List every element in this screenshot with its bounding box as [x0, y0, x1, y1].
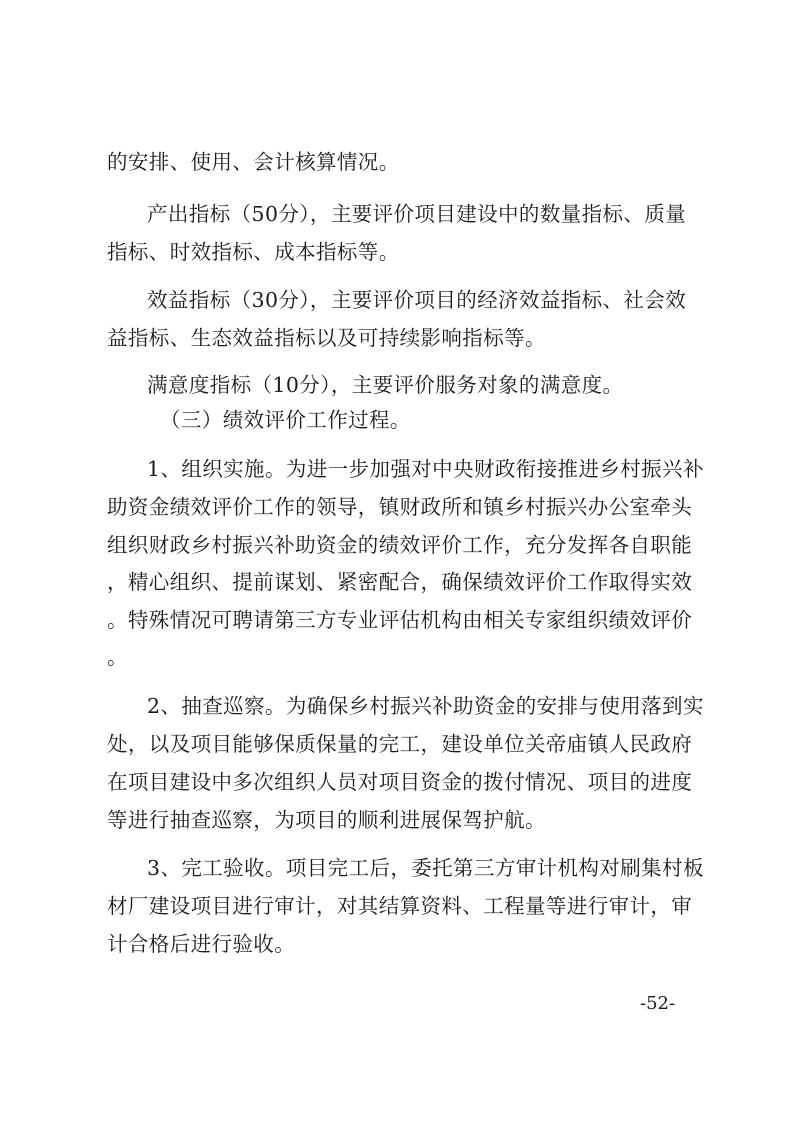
paragraph-line: 的安排、使用、会计核算情况。 [107, 150, 400, 174]
paragraph-line: 2、抽查巡察。为确保乡村振兴补助资金的安排与使用落到实 [147, 694, 704, 718]
paragraph-line: 效益指标（30分），主要评价项目的经济效益指标、社会效 [147, 288, 687, 312]
paragraph-line: 。特殊情况可聘请第三方专业评估机构由相关专家组织绩效评价 [107, 608, 693, 632]
paragraph-line: 计合格后进行验收。 [107, 932, 296, 956]
paragraph-line: ，精心组织、提前谋划、紧密配合，确保绩效评价工作取得实效 [107, 570, 693, 594]
paragraph-line: 满意度指标（10分），主要评价服务对象的满意度。 [147, 373, 624, 397]
section-heading: （三）绩效评价工作过程。 [160, 408, 411, 432]
paragraph-line: 组织财政乡村振兴补助资金的绩效评价工作，充分发挥各自职能 [107, 533, 693, 557]
paragraph-line: 指标、时效指标、成本指标等。 [107, 240, 400, 264]
paragraph-line: 等进行抽查巡察，为项目的顺利进展保驾护航。 [107, 808, 546, 832]
paragraph-line: 在项目建设中多次组织人员对项目资金的拨付情况、项目的进度 [107, 770, 693, 794]
paragraph-line: 1、组织实施。为进一步加强对中央财政衔接推进乡村振兴补 [147, 457, 704, 481]
paragraph-line: 益指标、生态效益指标以及可持续影响指标等。 [107, 326, 546, 350]
page-number: -52- [640, 993, 676, 1014]
paragraph-line: 助资金绩效评价工作的领导，镇财政所和镇乡村振兴办公室牵头 [107, 495, 693, 519]
paragraph-line: 材厂建设项目进行审计，对其结算资料、工程量等进行审计，审 [107, 894, 693, 918]
paragraph-line: 3、完工验收。项目完工后，委托第三方审计机构对刷集村板 [147, 856, 704, 880]
paragraph-line: 。 [107, 645, 128, 669]
paragraph-line: 处，以及项目能够保质保量的完工，建设单位关帝庙镇人民政府 [107, 732, 693, 756]
paragraph-line: 产出指标（50分），主要评价项目建设中的数量指标、质量 [147, 202, 687, 226]
